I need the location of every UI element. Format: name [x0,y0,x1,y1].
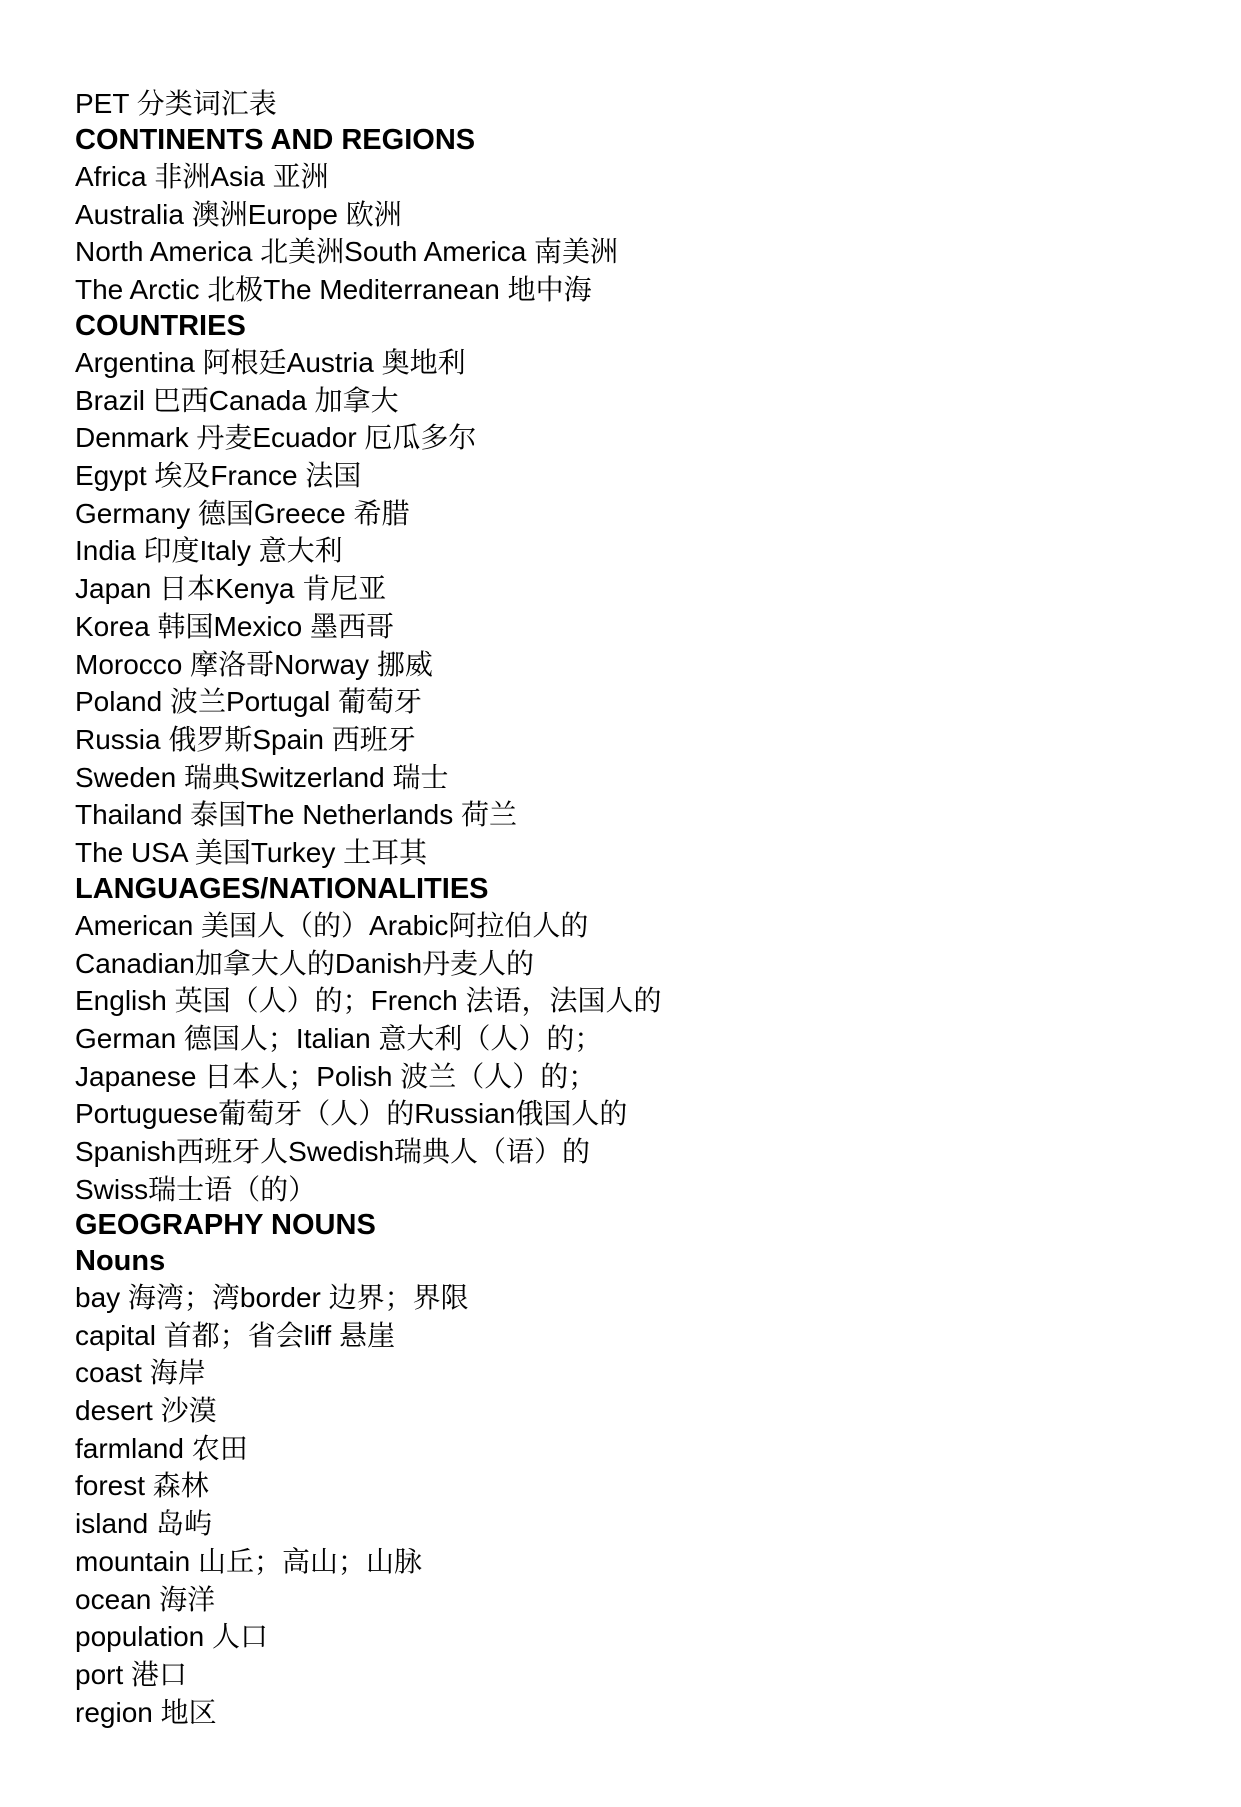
vocab-line: bay 海湾；湾border 边界；界限 [75,1282,469,1314]
section-heading-countries: COUNTRIES [75,309,246,342]
vocab-line: Denmark 丹麦Ecuador 厄瓜多尔 [75,422,477,454]
vocab-line: Japanese 日本人；Polish 波兰（人）的； [75,1060,597,1092]
vocab-line: forest 森林 [75,1470,209,1502]
vocab-line: Portuguese葡萄牙（人）的Russian俄国人的 [75,1098,628,1130]
vocab-line: Poland 波兰Portugal 葡萄牙 [75,686,423,718]
vocab-line: Swiss瑞士语（的） [75,1173,317,1205]
vocab-line: The USA 美国Turkey 土耳其 [75,836,428,868]
document-page [75,85,1175,1731]
section-heading-geography: GEOGRAPHY NOUNS [75,1209,376,1242]
vocab-line: English 英国（人）的；French 法语，法国人的 [75,985,662,1017]
vocab-line: Australia 澳洲Europe 欧洲 [75,198,402,230]
vocab-line: Egypt 埃及France 法国 [75,460,362,492]
vocab-line: coast 海岸 [75,1357,206,1389]
vocab-line: mountain 山丘；高山；山脉 [75,1545,422,1577]
vocab-line: North America 北美洲South America 南美洲 [75,236,619,268]
subheading-nouns: Nouns [75,1244,166,1277]
section-heading-continents: CONTINENTS AND REGIONS [75,123,476,156]
vocab-line: German 德国人；Italian 意大利（人）的； [75,1023,603,1055]
vocab-line: Africa 非洲Asia 亚洲 [75,160,329,192]
vocab-line: population 人口 [75,1621,269,1653]
vocab-line: farmland 农田 [75,1432,248,1464]
vocab-line: desert 沙漠 [75,1395,217,1427]
vocab-line: Morocco 摩洛哥Norway 挪威 [75,648,433,680]
vocab-line: capital 首都；省会liff 悬崖 [75,1319,395,1351]
section-heading-languages: LANGUAGES/NATIONALITIES [75,872,489,905]
vocab-line: India 印度Italy 意大利 [75,535,343,567]
vocab-line: The Arctic 北极The Mediterranean 地中海 [75,274,592,306]
vocab-line: Argentina 阿根廷Austria 奥地利 [75,347,466,379]
vocab-line: Spanish西班牙人Swedish瑞典人（语）的 [75,1136,591,1168]
document-title: PET 分类词汇表 [75,88,277,119]
vocab-line: Thailand 泰国The Netherlands 荷兰 [75,799,517,831]
vocab-line: Canadian加拿大人的Danish丹麦人的 [75,947,535,979]
vocab-line: Korea 韩国Mexico 墨西哥 [75,610,394,642]
vocab-line: Germany 德国Greece 希腊 [75,497,410,529]
vocab-line: port 港口 [75,1658,188,1690]
vocab-line: ocean 海洋 [75,1583,216,1615]
vocab-line: American 美国人（的）Arabic阿拉伯人的 [75,909,589,941]
vocab-line: Russia 俄罗斯Spain 西班牙 [75,723,416,755]
vocab-line: Sweden 瑞典Switzerland 瑞士 [75,761,449,793]
vocab-line: Japan 日本Kenya 肯尼亚 [75,573,387,605]
vocab-line: region 地区 [75,1696,217,1728]
vocab-line: Brazil 巴西Canada 加拿大 [75,384,399,416]
vocab-line: island 岛屿 [75,1508,212,1540]
